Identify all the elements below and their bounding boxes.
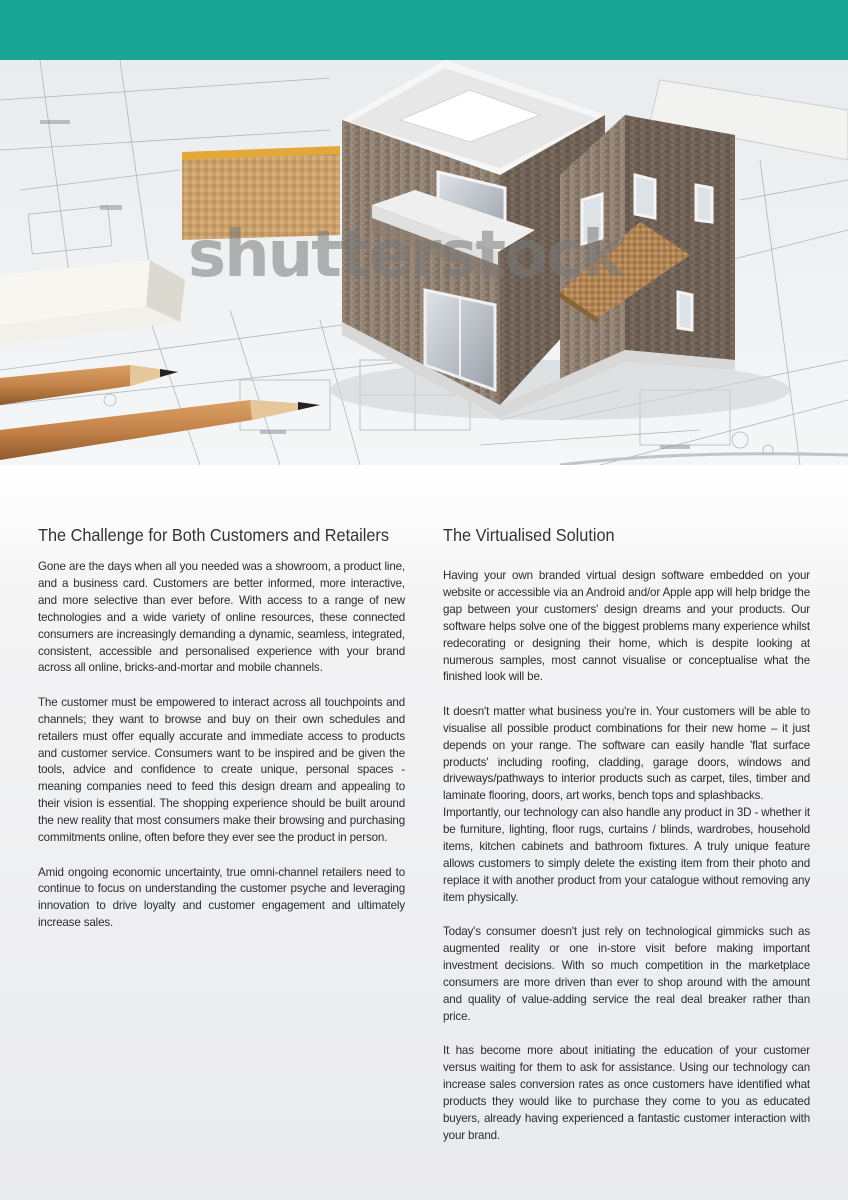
left-paragraph: The customer must be empowered to interact across all touchpoints and channels; they want to browse and buy on their own schedules and retailers must offer equally accurate and immediate access to products and customer service. Consumers want to be inspired and be given the tools, advice and confidence to create unique, personal spaces - meaning companies need to feed this design dream and appealing to their vision is essential. The shopping experience should be built around the new reality that most consumers make their browsing and purchasing commitments online, often before they ever see the product in person. (38, 695, 405, 845)
watermark-text: shutterstock (188, 218, 623, 292)
top-accent-bar (0, 0, 848, 60)
right-paragraph: Today's consumer doesn't just rely on technological gimmicks such as augmented reality or one in-store visit before making important investment decisions. With so much competition in the marketplace consumers are more driven than ever to shop around with the amount and quality of value-adding service the real deal breaker rather than price. (443, 925, 810, 1023)
left-paragraph: Amid ongoing economic uncertainty, true omni-channel retailers need to continue to focus on understanding the customer psyche and leveraging innovation to drive loyalty and customer engagement and ultimately increase sales. (38, 865, 405, 930)
right-column (443, 524, 810, 1162)
right-heading: The Virtualised Solution (443, 525, 615, 545)
right-paragraph: It has become more about initiating the education of your customer versus waiting for them to ask for assistance. Using our technology can increase sales conversion rates as once customers have identified what products they would like to purchase they come to you as educated buyers, already having experienced a fantastic customer interaction with your brand. (443, 1044, 810, 1142)
left-heading: The Challenge for Both Customers and Retailers (38, 525, 390, 545)
right-paragraph: Importantly, our technology can also handle any product in 3D - whether it be furniture, lighting, floor rugs, curtains / blinds, wardrobes, household items, kitchen cabinets and bathroom fixtures. A truly unique feature allows customers to simply delete the existing item from their photo and replace it with another product from your catalogue without removing any item physically. (443, 806, 810, 904)
right-paragraph: Having your own branded virtual design software embedded on your website or accessible via an Android and/or Apple app will help bridge the gap between your customers' design dreams and your products. Our software helps solve one of the biggest problems many experience whilst redecorating or designing their home, which is despite looking at numerous samples, most cannot visualise or conceptualise what the finished look will be. (443, 569, 810, 684)
hero-image-house-model (0, 60, 848, 465)
right-paragraph: It doesn't matter what business you're in. Your customers will be able to visualise all possible product combinations for their new home – it just depends on your range. The software can easily handle 'flat surface products' including roofing, cladding, garage doors, windows and driveways/pathways to interior products such as carpet, tiles, timber and laminate flooring, doors, art works, bench tops and splashbacks. (443, 704, 810, 803)
left-paragraph: Gone are the days when all you needed was a showroom, a product line, and a business card. Customers are better informed, more interactive, and more selective than ever before. With access to a range of new technologies and a wide variety of online resources, these connected consumers are increasingly demanding a dynamic, seamless, integrated, consistent, accessible and personalised experience with your brand across all online, bricks-and-mortar and mobile channels. (38, 560, 405, 675)
left-column (38, 524, 405, 950)
